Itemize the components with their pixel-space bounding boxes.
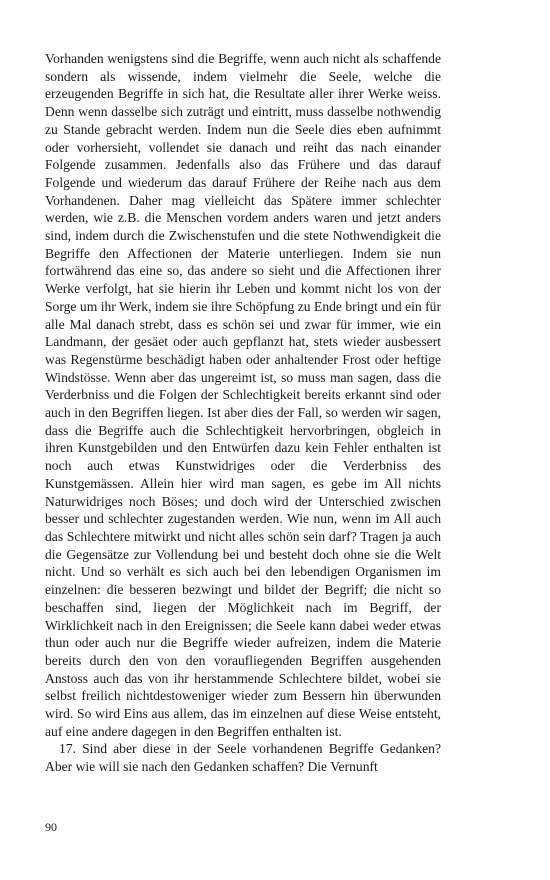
section-17-paragraph: 17. Sind aber diese in der Seele vorhandenen Begriffe Gedanken? Aber wie will sie nach den Gedanken schaffen? Die Vernunft — [45, 741, 441, 775]
text-body — [45, 50, 441, 776]
page-number: 90 — [45, 820, 57, 834]
body-paragraph: Vorhanden wenigstens sind die Begriffe, wenn auch nicht als schaffende sondern als wissende, indem vielmehr die Seele, welche die erzeugenden Begriffe in sich hat, die Resultate aller ihrer Werke weiss. Denn wenn dasselbe sich zuträgt und eintritt, muss dasselbe nothwendig zu Stande gebracht werden. Indem nun die Seele dies eben aufnimmt oder vorhersieht, vollendet sie danach und reiht das nach einander Folgende zusammen. Jedenfalls also das Frühere und das darauf Folgende und wiederum das darauf Frühere der Reihe nach aus dem Vorhandenen. Daher mag vielleicht das Spätere immer schlechter werden, wie z.B. die Menschen vordem anders waren und jetzt anders sind, indem durch die Zwischenstufen und die stete Nothwendigkeit die Begriffe den Affectionen der Materie unterliegen. Indem sie nun fortwährend das eine so, das andere so sieht und die Affectionen ihrer Werke verfolgt, hat sie hierin ihr Leben und kommt nicht los von der Sorge um ihr Werk, indem sie ihre Schöpfung zu Ende bringt und ein für alle Mal danach strebt, dass es schön sei und zwar für immer, wie ein Landmann, der gesäet oder auch gepflanzt hat, stets wieder ausbessert was Regenstürme beschädigt haben oder anhaltender Frost oder heftige Windstösse. Wenn aber das ungereimt ist, so muss man sagen, dass die Verderbniss und die Folgen der Schlechtigkeit bereits erkannt sind oder auch in den Begriffen liegen. Ist aber dies der Fall, so werden wir sagen, dass die Begriffe auch die Schlechtigkeit hervorbringen, obgleich in ihren Kunstgebilden und den Entwürfen dazu kein Fehler enthalten ist noch auch etwas Kunstwidriges oder die Verderbniss des Kunstgemässen. Allein hier wird man sagen, es gebe im All nichts Naturwidriges noch Böses; und doch wird der Unterschied zwischen besser und schlechter zugestanden werden. Wie nun, wenn im All auch das Schlechtere mitwirkt und nicht alles schön sein darf? Tragen ja auch die Gegensätze zur Vollendung bei und besteht doch ohne sie die Welt nicht. Und so verhält es sich auch bei den lebendigen Organismen im einzelnen: die besseren bezwingt und bildet der Begriff; die nicht so beschaffen sind, liegen der Möglichkeit nach im Begriff, der Wirklichkeit nach in den Ereignissen; die Seele kann dabei weder etwas thun oder auch nur die Begriffe wieder aufreizen, indem die Materie bereits durch den von den voraufliegenden Begriffen ausgehenden Anstoss auch das von ihr herstammende Schlechtere bildet, wobei sie selbst freilich nichtdestoweniger wieder zum Bessern hin überwunden wird. So wird Eins aus allem, das im einzelnen auf diese Weise entsteht, auf eine andere dagegen in den Begriffen enthalten ist. — [45, 51, 441, 739]
